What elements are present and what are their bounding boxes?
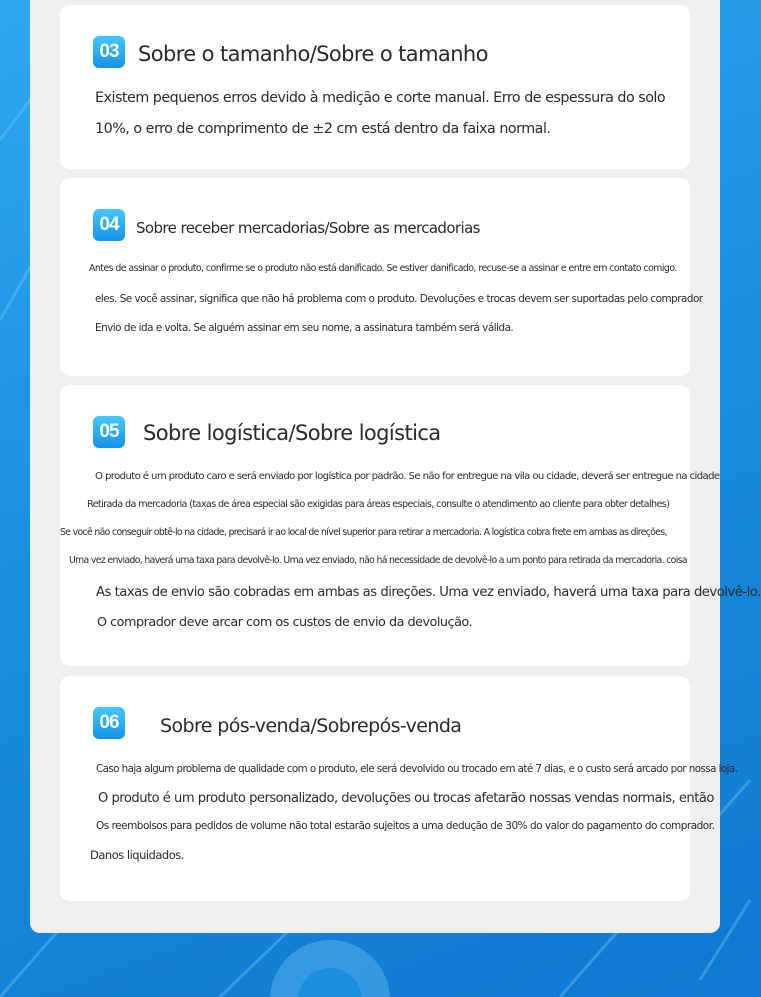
section-text-line: Envio de ida e volta. Se alguém assinar em seu nome, a assinatura também será válida. bbox=[95, 322, 514, 334]
section-number-badge: 03 bbox=[93, 36, 125, 68]
section-number-badge: 05 bbox=[93, 416, 125, 448]
section-receiving bbox=[60, 178, 703, 376]
section-text-line: O produto é um produto caro e será enviado por logística por padrão. Se não for entregue na vila ou cidade, deverá ser entregue na cidade bbox=[95, 471, 720, 482]
section-text-line: Caso haja algum problema de qualidade com o produto, ele será devolvido ou trocado em até 7 dias, e o custo será arcado por nossa loja. bbox=[96, 763, 738, 775]
section-text-line: Se você não conseguir obtê-lo na cidade, precisará ir ao local de nível superior para retirar a mercadoria. A logística cobra frete em ambas as direções, bbox=[60, 527, 667, 538]
section-text-line: Uma vez enviado, haverá uma taxa para devolvê-lo. Uma vez enviado, não há necessidade de devolvê-lo a um ponto para retirada da mercadoria. coisa bbox=[69, 555, 687, 566]
section-text-line: As taxas de envio são cobradas em ambas as direções. Uma vez enviado, haverá uma taxa para devolvê-lo. bbox=[96, 585, 761, 600]
section-title: Sobre pós-venda/Sobrepós-venda bbox=[160, 715, 462, 737]
section-text-line: O produto é um produto personalizado, devoluções ou trocas afetarão nossas vendas normais, então bbox=[98, 791, 714, 806]
section-title: Sobre o tamanho/Sobre o tamanho bbox=[138, 42, 488, 66]
section-number-badge: 06 bbox=[93, 707, 125, 739]
section-text-line: Os reembolsos para pedidos de volume não total estarão sujeitos a uma dedução de 30% do valor do pagamento do comprador. bbox=[96, 820, 715, 832]
section-number-badge: 04 bbox=[93, 209, 125, 241]
section-logistics bbox=[60, 385, 761, 666]
section-text-line: Existem pequenos erros devido à medição e corte manual. Erro de espessura do solo bbox=[95, 90, 666, 106]
section-text-line: eles. Se você assinar, significa que não há problema com o produto. Devoluções e trocas devem ser suportadas pelo comprador bbox=[95, 293, 703, 305]
section-text-line: Danos liquidados. bbox=[90, 848, 184, 862]
section-text-line: 10%, o erro de comprimento de ±2 cm está dentro da faixa normal. bbox=[95, 121, 551, 137]
section-title: Sobre receber mercadorias/Sobre as mercadorias bbox=[136, 219, 480, 237]
section-text-line: O comprador deve arcar com os custos de envio da devolução. bbox=[97, 615, 473, 630]
section-text-line: Antes de assinar o produto, confirme se o produto não está danificado. Se estiver danificado, recuse-se a assinar e entre em contato comigo. bbox=[89, 263, 677, 274]
content-panel bbox=[30, 0, 761, 933]
section-size bbox=[60, 5, 690, 169]
section-after-sales bbox=[60, 676, 738, 901]
section-title: Sobre logística/Sobre logística bbox=[143, 421, 441, 445]
section-text-line: Retirada da mercadoria (taxas de área especial são exigidas para áreas especiais, consulte o atendimento ao cliente para obter detalhes) bbox=[87, 499, 670, 510]
